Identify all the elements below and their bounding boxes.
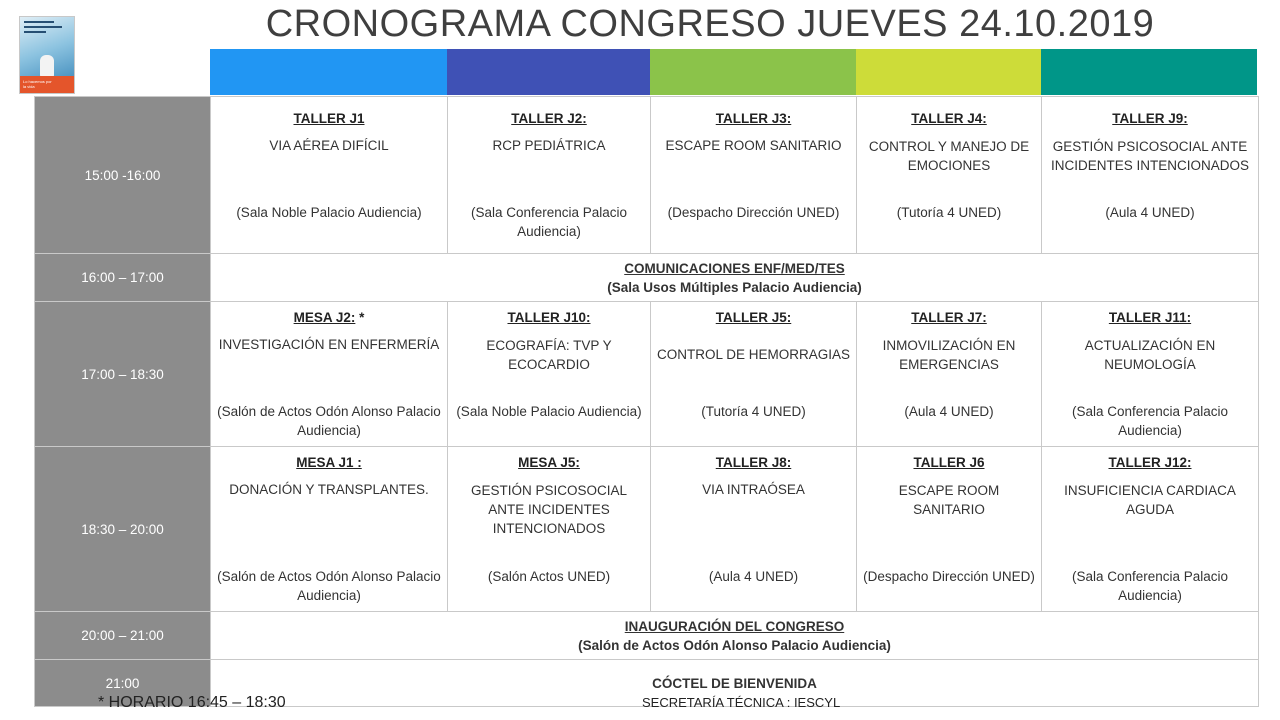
poster-text-line — [24, 21, 54, 23]
schedule-row — [35, 254, 1259, 302]
session-cell — [651, 97, 857, 254]
session-location: (Aula 4 UNED) — [904, 404, 994, 419]
schedule-row — [35, 302, 1259, 447]
session-heading: TALLER J9: — [1112, 111, 1188, 126]
session-title: CONTROL Y MANEJO DE EMOCIONES — [868, 138, 1030, 173]
congress-poster-thumbnail — [19, 16, 75, 94]
session-title: ESCAPE ROOM SANITARIO — [665, 138, 842, 153]
session-title: ESCAPE ROOM SANITARIO — [898, 482, 1000, 517]
session-title: INSUFICIENCIA CARDIACA AGUDA — [1064, 482, 1236, 517]
session-location: (Salón de Actos Odón Alonso Palacio Audiencia) — [217, 404, 441, 438]
session-title: ACTUALIZACIÓN EN NEUMOLOGÍA — [1084, 337, 1216, 372]
plenary-location: (Salón de Actos Odón Alonso Palacio Audiencia) — [578, 637, 891, 653]
session-cell — [1042, 302, 1259, 447]
session-heading: TALLER J11: — [1108, 310, 1192, 325]
plenary-location: (Sala Usos Múltiples Palacio Audiencia) — [607, 279, 862, 295]
plenary-title: INAUGURACIÓN DEL CONGRESO — [624, 618, 845, 634]
time-cell: 16:00 – 17:00 — [35, 254, 211, 302]
session-location: (Despacho Dirección UNED) — [667, 205, 840, 220]
session-title: INMOVILIZACIÓN EN EMERGENCIAS — [882, 337, 1016, 372]
session-location: (Sala Noble Palacio Audiencia) — [236, 205, 422, 220]
plenary-cell — [211, 612, 1259, 660]
session-cell — [651, 302, 857, 447]
session-title: VIA AÉREA DIFÍCIL — [269, 138, 389, 153]
session-cell — [857, 447, 1042, 612]
schedule-table — [34, 96, 1259, 707]
session-location: (Tutoría 4 UNED) — [701, 404, 806, 419]
session-heading: TALLER J3: — [715, 111, 792, 126]
session-location: (Aula 4 UNED) — [1105, 205, 1195, 220]
session-heading: TALLER J2: — [511, 111, 587, 126]
technical-secretariat: SECRETARÍA TÉCNICA : IESCYL — [642, 695, 841, 710]
session-location: (Sala Conferencia Palacio Audiencia) — [470, 205, 628, 239]
session-heading: MESA J5: — [518, 455, 580, 470]
session-heading-note: * — [355, 310, 365, 325]
session-title: VIA INTRAÓSEA — [702, 482, 805, 497]
session-heading: TALLER J12: — [1108, 455, 1192, 470]
session-cell — [448, 302, 651, 447]
session-cell — [211, 302, 448, 447]
session-location: (Salón de Actos Odón Alonso Palacio Audiencia) — [217, 569, 441, 603]
session-title: DONACIÓN Y TRANSPLANTES. — [229, 482, 429, 497]
session-cell — [211, 97, 448, 254]
session-cell — [211, 447, 448, 612]
session-title: ECOGRAFÍA: TVP Y ECOCARDIO — [486, 337, 612, 372]
time-cell: 17:00 – 18:30 — [35, 302, 211, 447]
color-bar-2 — [447, 49, 650, 95]
session-cell — [857, 302, 1042, 447]
session-location: (Tutoría 4 UNED) — [896, 205, 1002, 220]
schedule-row — [35, 447, 1259, 612]
session-heading: TALLER J6 — [913, 455, 985, 470]
session-location: (Sala Noble Palacio Audiencia) — [456, 404, 642, 419]
poster-text-line — [24, 31, 46, 33]
session-location: (Despacho Dirección UNED) — [863, 569, 1035, 584]
poster-figure — [40, 55, 54, 77]
session-location: (Sala Conferencia Palacio Audiencia) — [1071, 404, 1229, 438]
schedule-note: * HORARIO 16:45 – 18:30 — [98, 694, 286, 711]
time-cell: 15:00 -16:00 — [35, 97, 211, 254]
session-cell — [651, 447, 857, 612]
schedule-row — [35, 612, 1259, 660]
time-cell: 18:30 – 20:00 — [35, 447, 211, 612]
session-cell — [448, 97, 651, 254]
color-bar-1 — [210, 49, 447, 95]
session-heading: TALLER J5: — [715, 310, 792, 325]
color-bar-3 — [650, 49, 856, 95]
plenary-title: COMUNICACIONES ENF/MED/TES — [624, 260, 845, 276]
session-location: (Salón Actos UNED) — [487, 569, 611, 584]
session-heading: TALLER J8: — [715, 455, 792, 470]
session-cell — [857, 97, 1042, 254]
session-cell — [1042, 447, 1259, 612]
session-heading: MESA J2: — [293, 310, 356, 325]
plenary-title: CÓCTEL DE BIENVENIDA — [652, 675, 817, 691]
color-bar-4 — [856, 49, 1041, 95]
session-heading: TALLER J4: — [911, 111, 987, 126]
session-location: (Aula 4 UNED) — [708, 569, 799, 584]
time-cell: 20:00 – 21:00 — [35, 612, 211, 660]
session-title: GESTIÓN PSICOSOCIAL ANTE INCIDENTES INTENCIONADOS — [470, 483, 628, 536]
session-cell — [1042, 97, 1259, 254]
session-title: RCP PEDIÁTRICA — [492, 138, 606, 153]
color-bar-5 — [1041, 49, 1257, 95]
session-title: CONTROL DE HEMORRAGIAS — [656, 347, 851, 362]
page-title: CRONOGRAMA CONGRESO JUEVES 24.10.2019 — [265, 3, 1155, 45]
poster-label: Lo hacemos por la vida — [23, 79, 52, 89]
session-heading: TALLER J1 — [293, 111, 365, 126]
plenary-cell — [211, 254, 1259, 302]
session-title: GESTIÓN PSICOSOCIAL ANTE INCIDENTES INTENCIONADOS — [1050, 138, 1250, 173]
session-cell — [448, 447, 651, 612]
session-title: INVESTIGACIÓN EN ENFERMERÍA — [218, 337, 440, 352]
session-heading: TALLER J10: — [507, 310, 591, 325]
session-heading: TALLER J7: — [911, 310, 987, 325]
poster-text-line — [24, 26, 62, 28]
poster-band — [20, 76, 74, 93]
session-heading: MESA J1 : — [296, 455, 362, 470]
schedule-row — [35, 97, 1259, 254]
time-cell: 21:00 — [35, 660, 211, 707]
session-location: (Sala Conferencia Palacio Audiencia) — [1071, 569, 1229, 603]
